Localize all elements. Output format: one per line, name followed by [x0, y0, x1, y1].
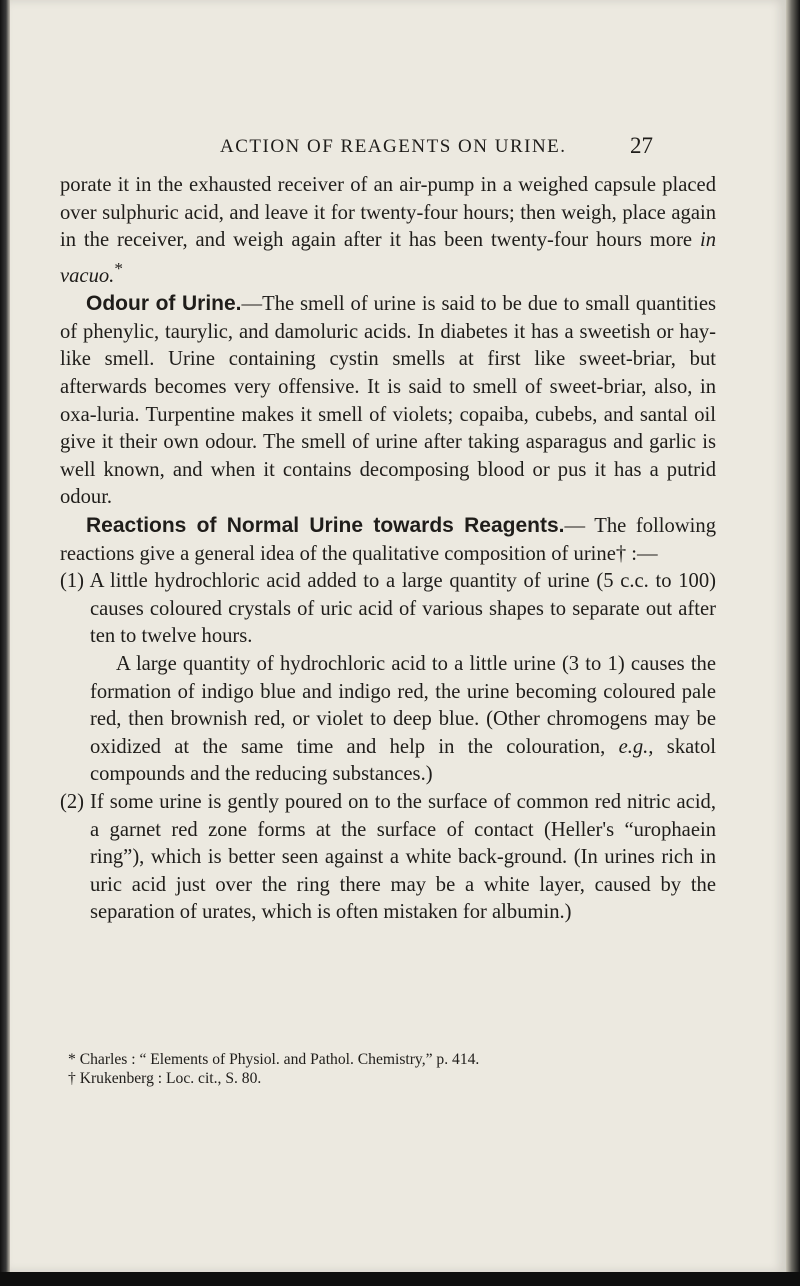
body-text [60, 172, 716, 927]
heading-reactions: Reactions of Normal Urine towards Reagents. [86, 513, 565, 537]
footnotes [68, 1050, 708, 1088]
paragraph-continuation: porate it in the exhausted receiver of an air-pump in a weighed capsule placed over sulphuric acid, and leave it for twenty-four hours; then weigh, place again in the receiver, and weigh again after it has been twenty-four hours more in vacuo.* [60, 174, 716, 287]
page-left-edge [0, 0, 10, 1286]
book-page [10, 0, 786, 1272]
list-item-1: (1) A little hydrochloric acid added to a large quantity of urine (5 c.c. to 100) causes coloured crystals of uric acid of various shapes to separate out after ten to twelve hours. [60, 570, 716, 648]
running-title: ACTION OF REAGENTS ON URINE. [220, 136, 567, 157]
heading-odour-of-urine: Odour of Urine. [86, 292, 242, 316]
page-right-edge [786, 0, 800, 1286]
footnote-2: † Krukenberg : Loc. cit., S. 80. [68, 1070, 262, 1087]
page-number: 27 [630, 133, 653, 158]
paragraph-odour: Odour of Urine.—The smell of urine is said to be due to small quantities of phenylic, taurylic, and damoluric acids. In diabetes it has a sweetish or hay-like smell. Urine containing cystin smells at first like sweet-briar, but afterwards becomes very offensive. It is said to smell of sweet-briar, also, in oxa-luria. Turpentine makes it smell of violets; copaiba, cubebs, and santal oil give it their own odour. The smell of urine after taking asparagus and garlic is well known, and when it contains decomposing blood or pus it has a putrid odour. [60, 292, 716, 509]
page-header [10, 133, 786, 166]
list-item-2: (2) If some urine is gently poured on to the surface of common red nitric acid, a garnet red zone forms at the surface of contact (Heller's “urophaein ring”), which is better seen against a white back-ground. (In urines rich in uric acid just over the ring there may be a white layer, caused by the separation of urates, which is often mistaken for albumin.) [60, 790, 716, 924]
footnote-1: * Charles : “ Elements of Physiol. and Pathol. Chemistry,” p. 414. [68, 1051, 480, 1068]
page-bottom-edge [0, 1272, 800, 1286]
list-item-1-subparagraph: A large quantity of hydrochloric acid to a little urine (3 to 1) causes the formation of indigo blue and indigo red, the urine becoming coloured pale red, then brownish red, or violet to deep blue. (Other chromogens may be oxidized at the same time and help in the colouration, e.g., skatol compounds and the reducing substances.) [90, 652, 717, 786]
paragraph-reactions: Reactions of Normal Urine towards Reagents.— The following reactions give a general idea of the qualitative composition of urine† :— [60, 513, 716, 565]
